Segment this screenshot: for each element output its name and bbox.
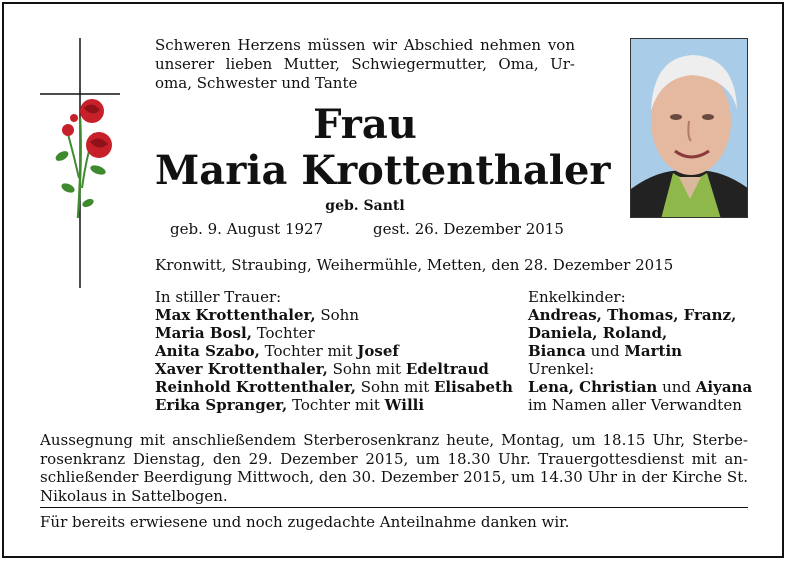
mourners-right [528,288,752,414]
mourner-relation: Tochter mit [259,342,358,360]
mourner-row [155,360,513,378]
maiden-name: geb. Santl [325,198,405,214]
great-grandchild-name: Aiyana [695,378,753,396]
mourner-relation: Sohn [315,306,359,324]
mourner-name: Anita Szabo, [155,342,260,360]
mourner-row [155,378,513,396]
place-and-date: Kronwitt, Straubing, Weihermühle, Metten, den 28. Dezember 2015 [155,256,674,274]
divider [40,507,748,508]
grandchildren-line [528,342,752,360]
mourners-left [155,288,513,414]
mourner-relation: Tochter mit [287,396,385,414]
intro-text: Schweren Herzens müssen wir Abschied nehmen von unserer lieben Mutter, Schwiegermutter, Oma, Ur-oma, Schwester und Tante [155,36,575,92]
mourner-name: Erika Spranger, [155,396,288,414]
mourner-partner: Elisabeth [434,378,513,396]
mourner-row [155,342,513,360]
mourner-name: Xaver Krottenthaler, [155,360,328,378]
salutation: Frau [313,101,417,148]
portrait-photo [630,38,748,218]
mourners-heading: In stiller Trauer: [155,288,282,306]
mourner-row [155,396,513,414]
conjunction: und [657,378,696,396]
mourner-partner: Willi [384,396,425,414]
grandchild-name: Martin [624,342,683,360]
deceased-name: Maria Krottenthaler [155,147,611,194]
service-details: Aussegnung mit anschließendem Sterberosenkranz heute, Montag, um 18.15 Uhr, Sterbe-rosenkranz Dienstag, den 29. Dezember 2015, um 18.30 Uhr. Trauergottesdienst mit an-schließender Beerdigung Mittwoch, den 30. Dezember 2015, um 14.30 Uhr in der Kirche St. Nikolaus in Sattelbogen. [40,431,748,505]
mourner-row [155,306,513,324]
mourner-name: Max Krottenthaler, [155,306,316,324]
mourner-partner: Josef [357,342,399,360]
mourner-name: Maria Bosl, [155,324,252,342]
mourner-relation: Tochter [251,324,315,342]
mourner-relation: Sohn mit [356,378,434,396]
mourner-relation: Sohn mit [327,360,406,378]
grandchildren-line: Andreas, Thomas, Franz, [528,306,737,324]
conjunction: und [585,342,625,360]
great-grandchildren-heading: Urenkel: [528,360,595,378]
relatives-line: im Namen aller Verwandten [528,396,742,414]
great-grandchildren-line [528,378,752,396]
thanks-text: Für bereits erwiesene und noch zugedachte Anteilnahme danken wir. [40,513,570,531]
mourner-row [155,324,513,342]
cross-with-roses-icon [38,38,128,288]
grandchildren-heading: Enkelkinder: [528,288,626,306]
grandchildren-line: Daniela, Roland, [528,324,668,342]
death-date: gest. 26. Dezember 2015 [373,220,564,238]
grandchild-name: Bianca [528,342,586,360]
mourner-name: Reinhold Krottenthaler, [155,378,357,396]
birth-date: geb. 9. August 1927 [170,220,324,238]
mourner-partner: Edeltraud [405,360,489,378]
great-grandchild-names: Lena, Christian [528,378,658,396]
